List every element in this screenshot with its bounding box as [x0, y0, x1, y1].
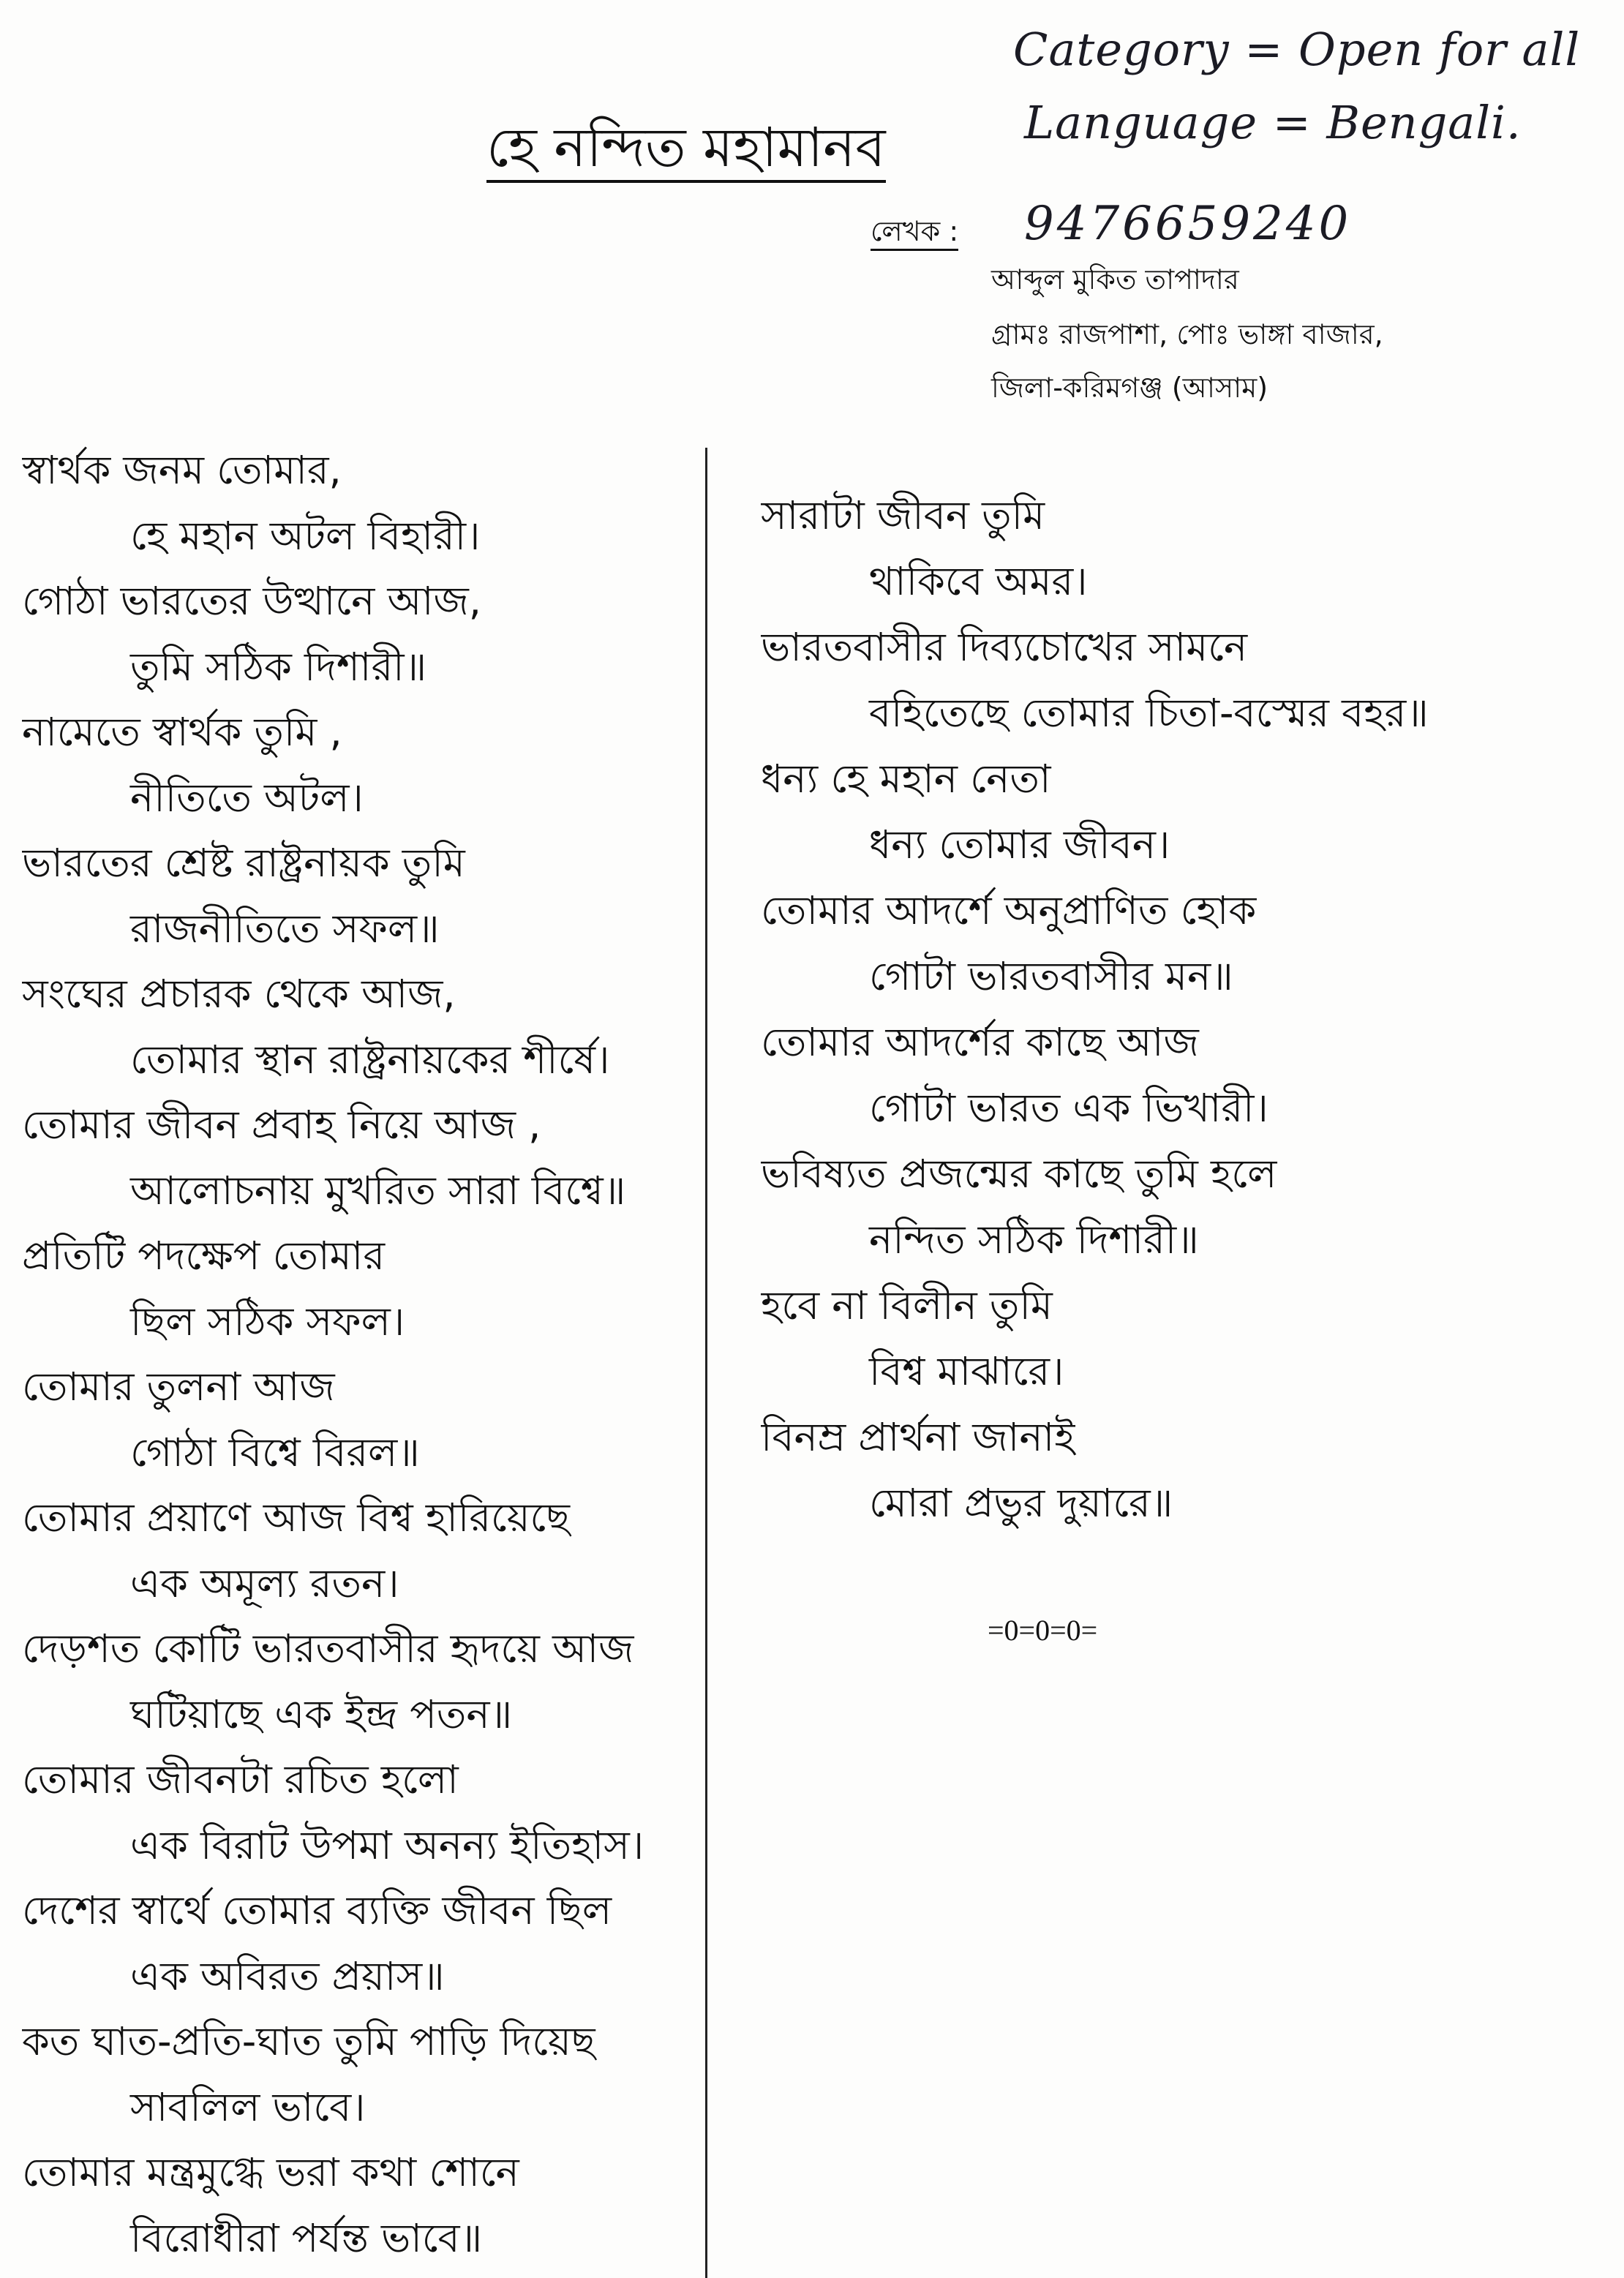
poem-line-indented: গোটা ভারত এক ভিখারী।	[869, 1085, 1268, 1131]
couplet	[761, 1010, 1609, 1141]
poem-column-left	[22, 437, 701, 2271]
poem-line-indented: নীতিতে অটল।	[130, 774, 364, 821]
poem-line: দেড়শত কোটি ভারতবাসীর হৃদয়ে আজ	[22, 1625, 634, 1672]
poem-line-indented: মোরা প্রভুর দুয়ারে॥	[869, 1480, 1173, 1526]
poem-title: হে নন্দিত মহামানব	[486, 116, 886, 183]
couplet	[22, 2009, 701, 2140]
author-label: লেখক :	[871, 214, 958, 251]
poem-line: তোমার তুলনা আজ	[22, 1364, 335, 1410]
poem-line-indented: নন্দিত সঠিক দিশারী॥	[869, 1217, 1199, 1263]
couplet	[761, 746, 1609, 878]
poem-line-indented: রাজনীতিতে সফল॥	[130, 905, 440, 952]
poem-line: স্বার্থক জনম তোমার,	[22, 447, 342, 493]
poem-line-indented: ঘটিয়াছে এক ইন্দ্র পতন॥	[130, 1691, 513, 1737]
couplet	[22, 699, 701, 830]
author-address-line-1: গ্রামঃ রাজপাশা, পোঃ ভাঙ্গা বাজার,	[991, 318, 1383, 350]
author-name: আব্দুল মুকিত তাপাদার	[991, 263, 1239, 296]
poem-line-indented: তোমার স্থান রাষ্ট্রনায়কের শীর্ষে।	[130, 1036, 610, 1083]
couplet	[22, 1223, 701, 1354]
couplet	[22, 830, 701, 961]
poem-line: বিনম্র প্রার্থনা জানাই	[761, 1414, 1075, 1460]
poem-line: তোমার আদর্শে অনুপ্রাণিত হোক	[761, 887, 1257, 933]
couplet	[761, 878, 1609, 1010]
poem-line: হবে না বিলীন তুমি	[761, 1282, 1053, 1328]
end-mark: =0=0=0=	[988, 1614, 1098, 1647]
poem-line: সারাটা জীবন তুমি	[761, 492, 1045, 538]
couplet	[22, 961, 701, 1092]
poem-line-indented: গোটা ভারতবাসীর মন॥	[869, 953, 1233, 999]
poem-line-indented: বহিতেছে তোমার চিতা-বস্মের বহর॥	[869, 690, 1429, 736]
poem-line-indented: হে মহান অটল বিহারী।	[130, 512, 481, 559]
couplet	[761, 614, 1609, 746]
poem-line: ধন্য হে মহান নেতা	[761, 756, 1051, 802]
couplet	[22, 568, 701, 699]
couplet	[22, 1616, 701, 1747]
couplet	[761, 1141, 1609, 1273]
poem-line: কত ঘাত-প্রতি-ঘাত তুমি পাড়ি দিয়েছ	[22, 2018, 595, 2064]
couplet	[22, 1485, 701, 1616]
poem-line: তোমার আদর্শের কাছে আজ	[761, 1019, 1199, 1065]
author-address-line-2: জিলা-করিমগঞ্জ (আসাম)	[991, 372, 1268, 404]
poem-line-indented: ছিল সঠিক সফল।	[130, 1298, 405, 1345]
handwritten-language-note: Language = Bengali.	[1024, 96, 1522, 149]
poem-line: গোঠা ভারতের উত্থানে আজ,	[22, 578, 481, 624]
poem-line-indented: আলোচনায় মুখরিত সারা বিশ্বে॥	[130, 1167, 626, 1214]
poem-line-indented: এক অবিরত প্রয়াস॥	[130, 1952, 445, 1999]
poem-line: তোমার জীবন প্রবাহ নিয়ে আজ ,	[22, 1102, 541, 1148]
couplet	[761, 483, 1609, 614]
poem-line-indented: বিশ্ব মাঝারে।	[869, 1348, 1064, 1394]
couplet	[761, 1273, 1609, 1405]
handwritten-phone-number: 9476659240	[1024, 197, 1352, 251]
poem-line-indented: সাবলিল ভাবে।	[130, 2083, 366, 2130]
couplet	[22, 2140, 701, 2271]
poem-line: তোমার প্রয়াণে আজ বিশ্ব হারিয়েছে	[22, 1495, 570, 1541]
poem-line: প্রতিটি পদক্ষেপ তোমার	[22, 1233, 386, 1279]
poem-line: তোমার জীবনটা রচিত হলো	[22, 1756, 459, 1803]
poem-line: নামেতে স্বার্থক তুমি ,	[22, 709, 342, 755]
couplet	[22, 437, 701, 568]
couplet	[761, 1405, 1609, 1536]
poem-line-indented: থাকিবে অমর।	[869, 558, 1088, 604]
poem-line: সংঘের প্রচারক থেকে আজ,	[22, 971, 456, 1017]
poem-line-indented: ধন্য তোমার জীবন।	[869, 822, 1170, 868]
poem-line-indented: এক বিরাট উপমা অনন্য ইতিহাস।	[130, 1822, 644, 1868]
couplet	[22, 1878, 701, 2009]
poem-line: দেশের স্বার্থে তোমার ব্যক্তি জীবন ছিল	[22, 1887, 612, 1933]
couplet	[22, 1354, 701, 1485]
poem-line: ভারতের শ্রেষ্ট রাষ্ট্রনায়ক তুমি	[22, 840, 465, 886]
poem-line: ভবিষ্যত প্রজন্মের কাছে তুমি হলে	[761, 1151, 1277, 1197]
poem-line-indented: গোঠা বিশ্বে বিরল॥	[130, 1429, 420, 1476]
poem-line: তোমার মন্ত্রমুগ্ধে ভরা কথা শোনে	[22, 2149, 519, 2195]
couplet	[22, 1092, 701, 1223]
poem-column-right	[761, 483, 1609, 1536]
poem-line-indented: বিরোধীরা পর্যন্ত ভাবে॥	[130, 2214, 483, 2261]
handwritten-category-note: Category = Open for all	[1013, 23, 1581, 76]
poem-line-indented: এক অমূল্য রতন।	[130, 1560, 399, 1606]
couplet	[22, 1747, 701, 1878]
poem-line-indented: তুমি সঠিক দিশারী॥	[130, 643, 427, 690]
poem-line: ভারতবাসীর দিব্যচোখের সামনে	[761, 624, 1248, 670]
column-divider	[705, 448, 707, 2278]
